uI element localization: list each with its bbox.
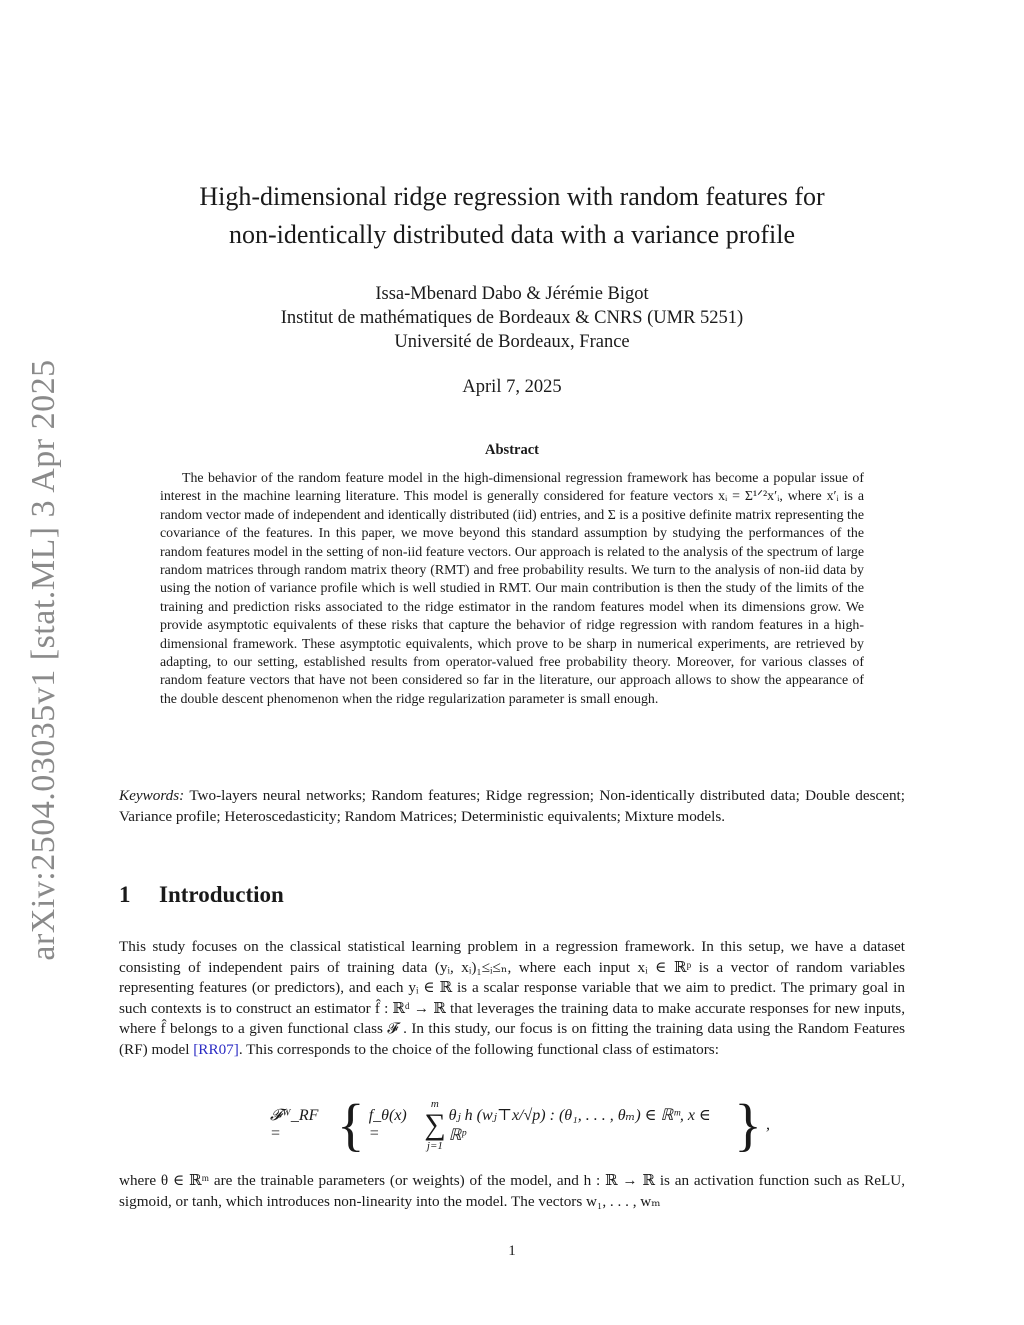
equation-lhs: 𝓕ᵂ_RF = (270, 1107, 319, 1142)
rf-equation (270, 1093, 770, 1157)
equation-right-brace: } (734, 1092, 763, 1157)
author-block (150, 282, 874, 354)
equation-body-left: f_θ(x) = (368, 1107, 407, 1142)
author-names: Issa-Mbenard Dabo & Jérémie Bigot (375, 284, 649, 304)
citation-link[interactable]: [RR07] (193, 1040, 239, 1058)
abstract-text: The behavior of the random feature model in the high-dimensional regression framework has become a popular issue of interest in the machine learning literature. This model is generally considered for feature vectors xᵢ = Σ¹ᐟ²x′ᵢ, where x′ᵢ is a random vector made of independent and identically distributed (iid) entries, and Σ is a positive definite matrix representing the covariance of the features. In this paper, we move beyond this standard assumption by studying the performances of the random features model in the setting of non-iid feature vectors. Our approach is related to the analysis of the spectrum of large random matrices through random matrix theory (RMT) and free probability results. We turn to the analysis of non-iid data by using the notion of variance profile which is well studied in RMT. Our main contribution is then the study of the limits of the training and prediction risks associated to the ridge estimator in the random features model when its dimensions grow. We provide asymptotic equivalents of these risks that capture the behavior of ridge regression with random features in a high-dimensional framework. These asymptotic equivalents, which prove to be sharp in numerical experiments, are retrieved by adapting, to our setting, established results from operator-valued free probability theory. Moreover, for various classes of random feature vectors that have not been considered so far in the literature, our approach allows to show the appearance of the double descent phenomenon when the ridge regularization parameter is small enough. (160, 471, 864, 707)
arxiv-identifier: arXiv:2504.03035v1 [stat.ML] 3 Apr 2025 (25, 359, 62, 961)
section-title: Introduction (159, 882, 284, 907)
equation-trailing: , (766, 1116, 771, 1133)
equation-body-right: θⱼ h (wⱼ⊤x/√p) : (θ₁, . . . , θₘ) ∈ ℝᵐ, x ∈ ℝᵖ (448, 1107, 711, 1144)
keywords-paragraph (119, 786, 905, 827)
affiliation-1: Institut de mathématiques de Bordeaux & CNRS (UMR 5251) (280, 308, 744, 328)
page-number: 1 (508, 1243, 516, 1259)
section-number: 1 (119, 882, 131, 907)
sum-upper-limit: m (430, 1098, 439, 1110)
title-line-1: High-dimensional ridge regression with random features for (199, 182, 825, 211)
sum-lower-limit: j=1 (426, 1140, 443, 1152)
abstract-heading: Abstract (485, 442, 539, 458)
title-line-2: non-identically distributed data with a variance profile (228, 220, 796, 249)
section-heading (119, 882, 284, 908)
sum-symbol: ∑ (424, 1108, 446, 1141)
paper-title (150, 178, 874, 254)
intro-paragraph (119, 937, 905, 1061)
equation-left-brace: { (336, 1092, 365, 1157)
post-equation-paragraph: where θ ∈ ℝᵐ are the trainable parameters (or weights) of the model, and h : ℝ → ℝ is an activation function such as ReLU, sigmoid, or tanh, which introduces non-linearity into the model. The vectors w₁, . . . , wₘ (119, 1172, 905, 1210)
keywords-text: Two-layers neural networks; Random features; Ridge regression; Non-identically distributed data; Double descent; Variance profile; Heteroscedasticity; Random Matrices; Deterministic equivalents; Mixture models. (119, 787, 905, 825)
intro-text-1: This study focuses on the classical statistical learning problem in a regression framework. In this setup, we have a dataset consisting of independent pairs of training data (yᵢ, xᵢ)₁≤ᵢ≤ₙ, where each input xᵢ ∈ ℝᵖ is a vector of random variables representing features (or predictors), and each yᵢ ∈ ℝ is a scalar response variable that we aim to predict. The primary goal in such contexts is to construct an estimator f̂ : ℝᵈ → ℝ that leverages the training data to make accurate responses for new inputs, where f̂ belongs to a given functional class 𝓕 . In this study, our focus is on fitting the training data using the Random Features (RF) model (119, 938, 905, 1058)
affiliation-2: Université de Bordeaux, France (394, 332, 630, 352)
intro-text-2: . This corresponds to the choice of the following functional class of estimators: (238, 1040, 719, 1058)
equation-sum (424, 1098, 445, 1152)
paper-date: April 7, 2025 (462, 377, 562, 397)
keywords-label: Keywords: (119, 787, 185, 804)
